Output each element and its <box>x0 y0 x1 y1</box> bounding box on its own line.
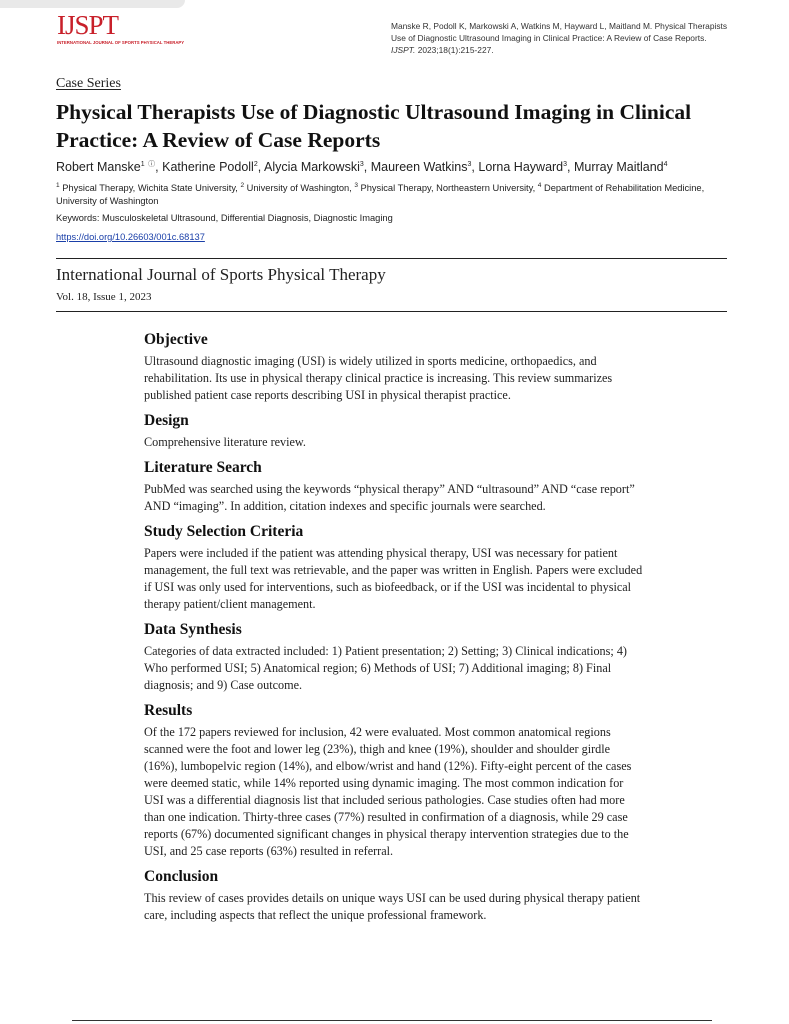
keywords: Keywords: Musculoskeletal Ultrasound, Differential Diagnosis, Diagnostic Imaging <box>56 213 393 223</box>
affiliation-number: 2 <box>240 181 245 189</box>
author-affiliation-number: 3 <box>563 160 568 168</box>
conclusion-heading: Conclusion <box>144 868 219 885</box>
results-text: Of the 172 papers reviewed for inclusion, 42 were evaluated. Most common anatomical regions scanned were the foot and lower leg (23%), thigh and knee (19%), shoulder and shoulder girdle (16%), lumbopelvic region (14%), and elbow/wrist and hand (12%). Fifty-eight percent of the cases were deemed static, while 14% reported using dynamic imaging. The most common indication for USI was a differential diagnosis list that included serious pathologies. Case studies often had more than one indication. Thirty-three cases (77%) resulted in confirmation of a diagnosis, while 29 case reports (67%) documented significant changes in physical therapy intervention strategies due to the USI, and 25 case reports (63%) resulted in referral. <box>144 725 632 858</box>
journal-logo <box>57 10 185 45</box>
affiliation-number: 3 <box>354 181 358 189</box>
affiliation-number: 1 <box>56 181 60 189</box>
author-affiliation-number: 3 <box>359 160 364 168</box>
affiliation-text: Physical Therapy, Northeastern University, <box>357 183 538 193</box>
selection-criteria-text: Papers were included if the patient was attending physical therapy, USI was necessary for patient management, the full text was retrievable, and the paper was written in English. Papers were excluded if USI was only used for interventions, such as biofeedback, or if the USI was incidental to physical therapy patient/client management. <box>144 546 643 611</box>
affiliation-number: 4 <box>537 181 542 189</box>
citation-text: Manske R, Podoll K, Markowski A, Watkins M, Hayward L, Maitland M. Physical Therapists Use of Diagnostic Ultrasound Imaging in Clinical Practice: A Review of Case Reports. <box>391 21 728 43</box>
citation-block <box>391 20 731 56</box>
author-name[interactable]: , Lorna Hayward <box>471 160 564 174</box>
author-name[interactable]: Robert Manske <box>56 160 141 174</box>
objective-text: Ultrasound diagnostic imaging (USI) is widely utilized in sports medicine, orthopaedics, and rehabilitation. Its use in physical therapy clinical practice is increasing. This review summarizes published patient case reports describing USI in physical therapist practice. <box>144 354 613 402</box>
logo-text: IJSPT <box>57 10 119 40</box>
design-heading: Design <box>144 412 189 429</box>
author-name[interactable]: , Maureen Watkins <box>363 160 468 174</box>
journal-volume: Vol. 18, Issue 1, 2023 <box>56 291 152 303</box>
literature-search-heading: Literature Search <box>144 459 262 476</box>
data-synthesis-text: Categories of data extracted included: 1) Patient presentation; 2) Setting; 3) Clinical indications; 4) Who performed USI; 5) Anatomical region; 6) Methods of USI; 7) Additional imaging; 8) Final diagnosis; and 9) Case outcome. <box>144 644 627 692</box>
divider-bottom <box>56 311 727 312</box>
doi-link[interactable]: https://doi.org/10.26603/001c.68137 <box>56 232 205 242</box>
logo-subtext: INTERNATIONAL JOURNAL OF SPORTS PHYSICAL THERAPY <box>57 40 185 45</box>
literature-search-text: PubMed was searched using the keywords “physical therapy” AND “ultrasound” AND “case report” AND “imaging”. In addition, citation indexes and specific journals were searched. <box>144 482 635 513</box>
top-edge-shadow <box>0 0 185 8</box>
design-text: Comprehensive literature review. <box>144 435 306 449</box>
objective-heading: Objective <box>144 331 208 348</box>
citation-issue: 2023;18(1):215-227. <box>417 45 494 55</box>
selection-criteria-heading: Study Selection Criteria <box>144 523 304 540</box>
author-affiliation-number: 3 <box>467 160 472 168</box>
orcid-icon[interactable]: ⓘ <box>148 160 156 168</box>
article-type: Case Series <box>56 76 121 91</box>
author-affiliation-number: 1 <box>140 160 145 168</box>
affiliations <box>56 182 728 208</box>
author-name[interactable]: , Murray Maitland <box>567 160 664 174</box>
author-affiliation-number: 2 <box>253 160 258 168</box>
author-affiliation-number: 4 <box>663 160 668 168</box>
data-synthesis-heading: Data Synthesis <box>144 621 242 638</box>
author-name[interactable]: , Alycia Markowski <box>257 160 360 174</box>
abstract <box>144 330 644 931</box>
affiliation-text: University of Washington, <box>244 183 355 193</box>
divider-top <box>56 258 727 259</box>
affiliation-text: Department of Rehabilitation Medicine, University of Washington <box>56 183 705 206</box>
journal-name: International Journal of Sports Physical Therapy <box>56 265 386 284</box>
author-list <box>56 160 756 174</box>
affiliation-text: Physical Therapy, Wichita State University, <box>59 183 241 193</box>
article-title: Physical Therapists Use of Diagnostic Ultrasound Imaging in Clinical Practice: A Review of Case Reports <box>56 100 692 152</box>
page-bottom-rule <box>72 1020 712 1021</box>
conclusion-text: This review of cases provides details on unique ways USI can be used during physical therapy patient care, including aspects that reflect the unique professional framework. <box>144 891 641 922</box>
citation-journal: IJSPT. <box>391 45 416 55</box>
author-name[interactable]: , Katherine Podoll <box>155 160 254 174</box>
results-heading: Results <box>144 702 193 719</box>
